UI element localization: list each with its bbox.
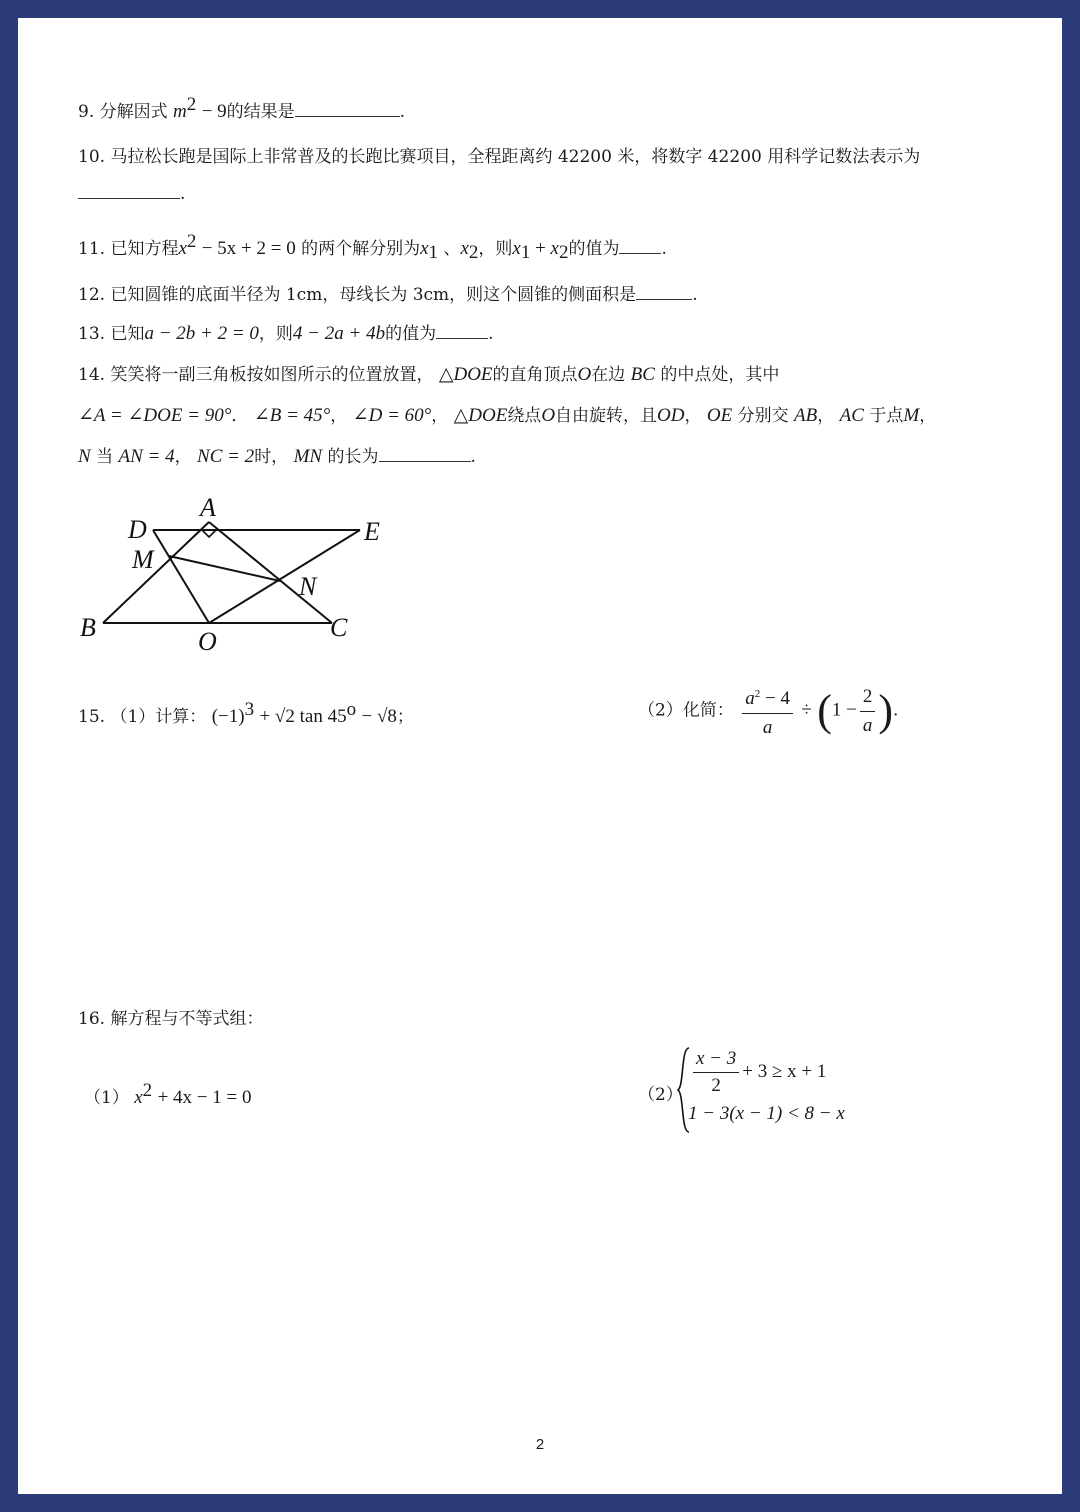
q15-p2: （2）化简： [638,700,734,721]
q15-f2d: a [862,714,873,736]
q10-text: 马拉松长跑是国际上非常普及的长跑比赛项目，全程距离约 42200 米，将数字 42200 用科学记数法表示为 [110,147,921,167]
q15-e4: ； [396,707,414,727]
q16-s1r: + 3 ≥ x + 1 [742,1061,827,1082]
q14-od: OD [657,405,685,426]
q9-end: . [399,102,406,122]
q12-number: 12. [78,285,106,305]
q14-o-2: O [541,405,556,426]
q13-eq1: a − 2b + 2 = 0 [144,323,259,344]
q11-sep: 、 [443,239,461,259]
q14-l3c: ， [174,447,192,467]
q16-eq1exp: 2 [142,1080,153,1101]
q13-text3: 的值为 [385,324,437,344]
q13-number: 13. [78,324,106,344]
q9-expr2: − 9 [201,101,227,122]
q15-fn: a [745,688,755,709]
q14-ac: AC [839,405,864,426]
q14-n: N [78,446,91,467]
q11-number: 11. [78,239,106,259]
q16-eq1: x [134,1087,143,1108]
q9-number: 9. [78,102,95,122]
q10-end: . [180,184,186,204]
q14-l1d: 的中点处，其中 [660,365,780,385]
q16-p2: （2） [638,1085,683,1105]
question-10-answer [78,184,185,204]
q15-p1: （1）计算： [110,707,207,727]
q15-e2deg: o [346,699,357,720]
q13-end: . [488,324,494,344]
label-n: N [299,572,317,601]
q11-end: . [661,239,667,259]
q16-s2: 1 − 3(x − 1) < 8 − x [688,1103,845,1124]
q9-text2: 的结果是 [226,102,295,122]
q11-blank [619,241,661,254]
q15-e1: (−1) [211,706,245,727]
q14-l2h: 自由旋转，且 [555,406,658,426]
q14-bc: BC [630,364,655,385]
question-15-part1 [78,685,414,735]
segment-mn [169,556,280,581]
q9-text: 分解因式 [99,102,168,122]
q14-l2f: ， [431,406,449,426]
exam-page [18,18,1062,1494]
q15-fraction2 [860,685,876,738]
q12-end: . [692,285,698,305]
question-11: 11. 已知方程$x^2 - 5x + 2 = 0$ 的两个解分别为$x_1$ 、$x_2$，则$x_1 + x_2$的值为 . [78,231,667,263]
q14-an: AN = 4 [118,446,175,467]
system-line1 [690,1048,826,1097]
q14-tri: △DOE [438,364,493,385]
q14-angle-a: ∠A = ∠DOE = 90° [78,405,232,426]
label-m: M [132,545,154,574]
q14-l2i: ， [684,406,702,426]
q10-number: 10. [78,147,106,167]
q16-p1: （1） [84,1088,129,1108]
q16-eq1b: + 4x − 1 = 0 [157,1087,252,1108]
question-14-line3 [78,442,476,468]
question-12 [78,280,698,305]
q16-s1n: x − 3 [693,1048,739,1073]
q13-text2: ，则 [258,324,293,344]
q12-blank [636,287,692,300]
q15-f2n: 2 [860,685,876,712]
q14-l2m: ， [919,406,937,426]
label-e: E [364,517,380,546]
q16-s1d: 2 [711,1075,721,1096]
q14-angle-d: ∠D = 60° [352,405,432,426]
q14-o: O [577,364,592,385]
q14-l3f: 的长为 [327,447,379,467]
q14-l2b: ． [231,406,249,426]
label-a: A [200,493,216,522]
q14-l1a: 笑笑将一副三角板按如图所示的位置放置， [110,365,434,385]
q14-ab: AB [794,405,818,426]
q14-tri-2: △DOE [453,405,508,426]
q13-eq2: 4 − 2a + 4b [292,323,386,344]
q10-blank [78,186,180,199]
label-c: C [330,613,348,642]
q11-text1: 已知方程 [110,239,179,259]
side-ab [103,522,209,623]
label-d: D [128,515,147,544]
label-o: O [198,627,217,656]
q13-blank [436,326,488,339]
question-16-part1 [84,1080,251,1109]
q15-e2: + √2 tan 45 [259,706,347,727]
q15-e3: − √8 [361,706,397,727]
q14-m: M [903,405,920,426]
question-14-line1 [78,360,779,386]
q12-text: 已知圆锥的底面半径为 1cm，母线长为 3cm，则这个圆锥的侧面积是 [110,285,637,305]
page-number: 2 [535,1436,545,1453]
q15-fd: a [762,717,773,738]
q14-l1b: 的直角顶点 [492,365,578,385]
question-16 [78,1004,263,1029]
q15-fraction1 [742,682,793,740]
q11-text4: 的值为 [568,239,620,259]
question-14-line2 [78,401,936,427]
q14-nc: NC = 2 [197,446,255,467]
q9-expr: m [173,101,187,122]
side-oe [209,530,360,623]
q14-l3a: 当 [96,447,114,467]
q14-l2j: 分别交 [737,406,789,426]
side-do [153,530,209,623]
question-15-part2: （2）化简： $\frac{a^2 - 4}{a}$ ÷ (1 − $\frac{2}{a}$ ). [638,682,898,738]
q14-end: . [470,447,476,467]
geometry-figure [74,488,414,658]
q16-title: 解方程与不等式组： [110,1009,264,1029]
label-b: B [80,613,96,642]
q11-eq: − 5x + 2 = 0 [201,238,296,259]
q14-l2l: 于点 [869,406,904,426]
q14-l1c: 在边 [591,365,626,385]
q14-oe: OE [706,405,733,426]
q14-l3e: 时， [254,447,289,467]
q15-end: . [892,700,899,721]
q16-number: 16. [78,1009,106,1029]
question-10 [78,142,920,167]
q14-angle-b: ∠B = 45° [253,405,331,426]
q9-exp: 2 [186,94,197,115]
system-line2 [688,1103,845,1125]
question-9 [78,94,405,123]
q9-blank [295,104,400,117]
q11-text2: 的两个解分别为 [301,239,421,259]
q15-one: 1 − [831,699,857,721]
q15-e1exp: 3 [244,699,255,720]
q14-number: 14. [78,365,106,385]
q11-text3: ，则 [478,239,513,259]
q14-l2k: ， [817,406,835,426]
q14-l2d: ， [330,406,348,426]
q14-blank [379,449,471,462]
q13-text1: 已知 [110,324,145,344]
q15-fn2: − 4 [764,688,790,709]
question-13 [78,319,493,345]
q14-l2g: 绕点 [507,406,542,426]
q15-number: 15. [78,707,106,727]
q15-div: ÷ [801,699,812,721]
q15-fnexp: 2 [754,688,761,700]
q14-mn: MN [293,446,323,467]
